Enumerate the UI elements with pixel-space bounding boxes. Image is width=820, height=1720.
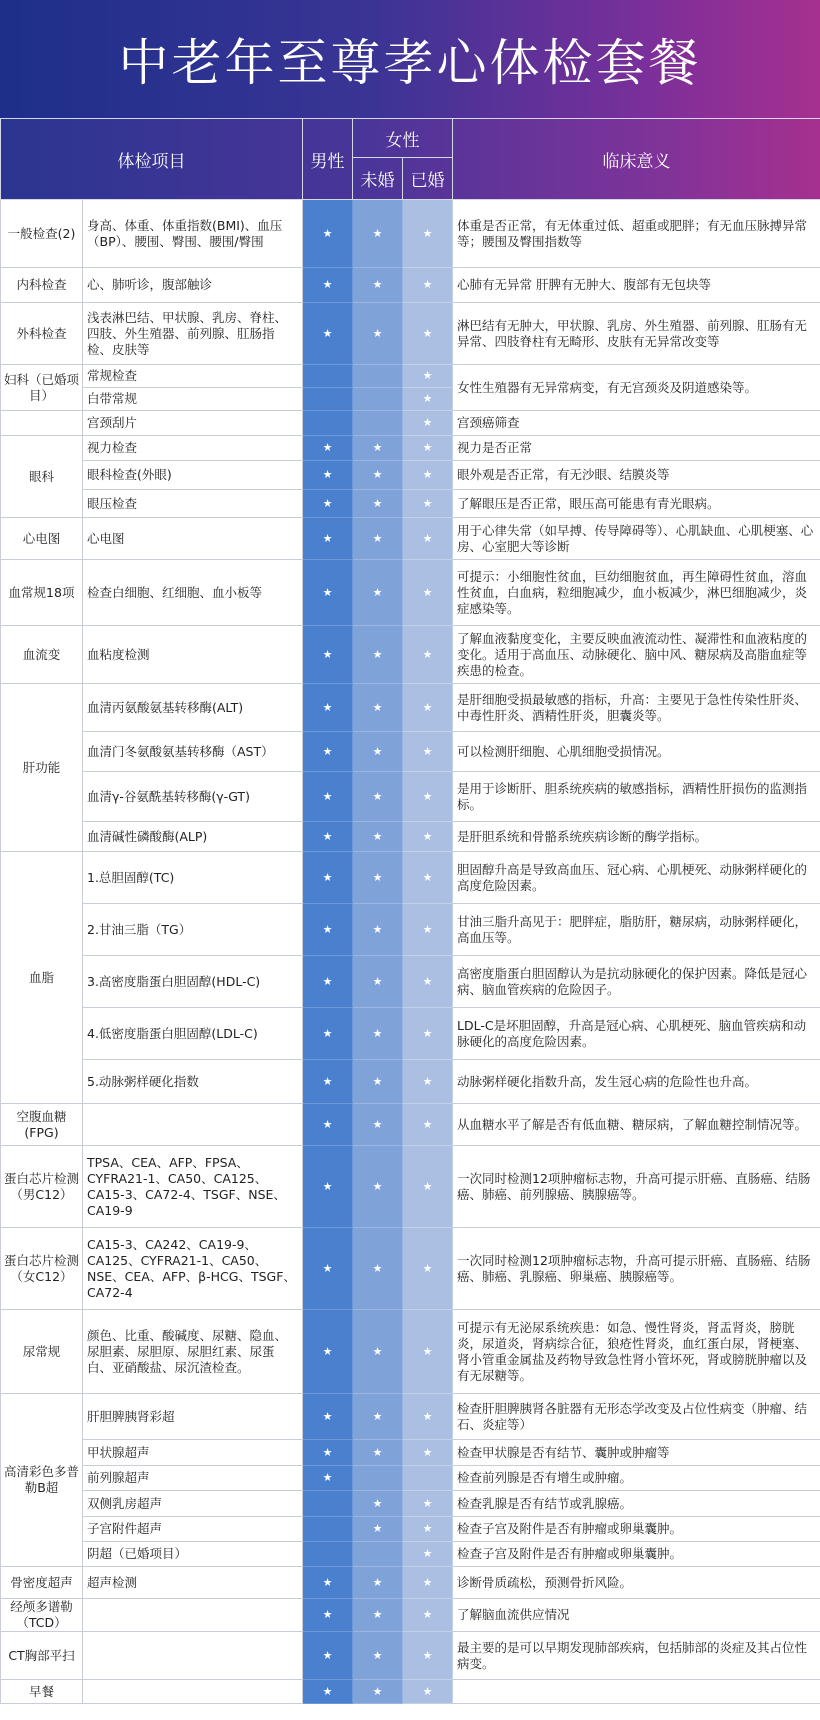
significance-cell: 淋巴结有无肿大，甲状腺、乳房、外生殖器、前列腺、肛肠有无异常、四肢脊柱有无畸形、皮肤有无异常改变等 (453, 303, 820, 365)
item-cell: 甲状腺超声 (83, 1440, 303, 1466)
unmarried-mark-cell: ★ (353, 1517, 403, 1542)
table-row (1, 852, 820, 904)
table-row (1, 1060, 820, 1104)
item-cell: 子宫附件超声 (83, 1517, 303, 1542)
significance-cell: 诊断骨质疏松，预测骨折风险。 (453, 1567, 820, 1599)
significance-cell: 一次同时检测12项肿瘤标志物，升高可提示肝癌、直肠癌、结肠癌、肺癌、前列腺癌、胰腺癌等。 (453, 1146, 820, 1228)
table-row (1, 1542, 820, 1567)
male-mark-cell: ★ (303, 1599, 353, 1632)
male-mark-cell (303, 365, 353, 388)
item-cell: 1.总胆固醇(TC) (83, 852, 303, 904)
item-cell: 血清丙氨酸氨基转移酶(ALT) (83, 684, 303, 732)
significance-cell: LDL-C是坏胆固醇，升高是冠心病、心肌梗死、脑血管疾病和动脉硬化的高度危险因素。 (453, 1008, 820, 1060)
item-cell (83, 1599, 303, 1632)
married-mark-cell: ★ (403, 1228, 453, 1310)
header-male: 男性 (303, 119, 353, 200)
significance-cell: 是肝胆系统和骨骼系统疾病诊断的酶学指标。 (453, 822, 820, 852)
married-mark-cell: ★ (403, 1680, 453, 1704)
significance-cell: 心肺有无异常 肝脾有无肿大、腹部有无包块等 (453, 268, 820, 303)
male-mark-cell: ★ (303, 490, 353, 518)
category-cell: 骨密度超声 (1, 1567, 83, 1599)
unmarried-mark-cell: ★ (353, 772, 403, 822)
married-mark-cell: ★ (403, 684, 453, 732)
table-row (1, 1599, 820, 1632)
male-mark-cell: ★ (303, 684, 353, 732)
category-cell: 血流变 (1, 626, 83, 684)
male-mark-cell: ★ (303, 626, 353, 684)
item-cell: 肝胆脾胰肾彩超 (83, 1394, 303, 1440)
item-cell: 血清碱性磷酸酶(ALP) (83, 822, 303, 852)
male-mark-cell: ★ (303, 1394, 353, 1440)
table-row (1, 560, 820, 626)
male-mark-cell: ★ (303, 1008, 353, 1060)
category-cell: 内科检查 (1, 268, 83, 303)
unmarried-mark-cell (353, 1466, 403, 1491)
item-cell: 超声检测 (83, 1567, 303, 1599)
significance-cell: 检查肝胆脾胰肾各脏器有无形态学改变及占位性病变（肿瘤、结石、炎症等） (453, 1394, 820, 1440)
married-mark-cell (403, 1466, 453, 1491)
unmarried-mark-cell: ★ (353, 1060, 403, 1104)
married-mark-cell: ★ (403, 956, 453, 1008)
unmarried-mark-cell: ★ (353, 1228, 403, 1310)
male-mark-cell: ★ (303, 1310, 353, 1394)
header-married: 已婚 (403, 158, 453, 200)
married-mark-cell: ★ (403, 518, 453, 560)
unmarried-mark-cell: ★ (353, 1632, 403, 1680)
significance-cell: 可提示：小细胞性贫血，巨幼细胞贫血，再生障碍性贫血，溶血性贫血，白血病，粒细胞减少，血小板减少，淋巴细胞减少，炎症感染等。 (453, 560, 820, 626)
male-mark-cell (303, 388, 353, 411)
item-cell (83, 1680, 303, 1704)
table-row (1, 200, 820, 268)
married-mark-cell: ★ (403, 852, 453, 904)
item-cell: 检查白细胞、红细胞、血小板等 (83, 560, 303, 626)
significance-cell: 眼外观是否正常，有无沙眼、结膜炎等 (453, 461, 820, 490)
married-mark-cell: ★ (403, 411, 453, 436)
table-row (1, 490, 820, 518)
male-mark-cell: ★ (303, 200, 353, 268)
male-mark-cell: ★ (303, 303, 353, 365)
married-mark-cell: ★ (403, 1146, 453, 1228)
category-cell: 高清彩色多普勒B超 (1, 1394, 83, 1567)
married-mark-cell: ★ (403, 490, 453, 518)
unmarried-mark-cell: ★ (353, 822, 403, 852)
item-cell: 5.动脉粥样硬化指数 (83, 1060, 303, 1104)
item-cell: 颜色、比重、酸碱度、尿糖、隐血、尿胆素、尿胆原、尿胆红素、尿蛋白、亚硝酸盐、尿沉渣检查。 (83, 1310, 303, 1394)
category-cell (1, 411, 83, 436)
male-mark-cell: ★ (303, 1632, 353, 1680)
category-cell: 早餐 (1, 1680, 83, 1704)
table-row (1, 518, 820, 560)
male-mark-cell: ★ (303, 1060, 353, 1104)
category-cell: 尿常规 (1, 1310, 83, 1394)
married-mark-cell: ★ (403, 1567, 453, 1599)
item-cell: 心电图 (83, 518, 303, 560)
table-row (1, 1440, 820, 1466)
married-mark-cell: ★ (403, 1008, 453, 1060)
male-mark-cell: ★ (303, 268, 353, 303)
significance-cell: 检查乳腺是否有结节或乳腺癌。 (453, 1491, 820, 1517)
item-cell: 前列腺超声 (83, 1466, 303, 1491)
significance-cell: 甘油三脂升高见于：肥胖症，脂肪肝，糖尿病，动脉粥样硬化，高血压等。 (453, 904, 820, 956)
significance-cell: 胆固醇升高是导致高血压、冠心病、心肌梗死、动脉粥样硬化的高度危险因素。 (453, 852, 820, 904)
item-cell: 宫颈刮片 (83, 411, 303, 436)
table-row (1, 822, 820, 852)
item-cell: 4.低密度脂蛋白胆固醇(LDL-C) (83, 1008, 303, 1060)
male-mark-cell: ★ (303, 436, 353, 461)
table-row (1, 1394, 820, 1440)
significance-cell: 是肝细胞受损最敏感的指标，升高：主要见于急性传染性肝炎、中毒性肝炎、酒精性肝炎，胆囊炎等。 (453, 684, 820, 732)
male-mark-cell (303, 1517, 353, 1542)
item-cell: TPSA、CEA、AFP、FPSA、CYFRA21-1、CA50、CA125、CA15-3、CA72-4、TSGF、NSE、CA19-9 (83, 1146, 303, 1228)
unmarried-mark-cell: ★ (353, 1680, 403, 1704)
item-cell: 双侧乳房超声 (83, 1491, 303, 1517)
item-cell: 眼科检查(外眼) (83, 461, 303, 490)
unmarried-mark-cell: ★ (353, 436, 403, 461)
significance-cell: 体重是否正常，有无体重过低、超重或肥胖；有无血压脉搏异常等；腰围及臀围指数等 (453, 200, 820, 268)
unmarried-mark-cell: ★ (353, 732, 403, 772)
table-row (1, 436, 820, 461)
item-cell: 浅表淋巴结、甲状腺、乳房、脊柱、四肢、外生殖器、前列腺、肛肠指检、皮肤等 (83, 303, 303, 365)
male-mark-cell: ★ (303, 560, 353, 626)
item-cell: 2.甘油三脂（TG） (83, 904, 303, 956)
header-significance: 临床意义 (453, 119, 820, 200)
title-banner (0, 0, 820, 118)
category-cell: 肝功能 (1, 684, 83, 852)
item-cell: 眼压检查 (83, 490, 303, 518)
category-cell: 蛋白芯片检测（女C12） (1, 1228, 83, 1310)
unmarried-mark-cell: ★ (353, 1146, 403, 1228)
significance-cell: 是用于诊断肝、胆系统疾病的敏感指标，酒精性肝损伤的监测指标。 (453, 772, 820, 822)
significance-cell: 可以检测肝细胞、心肌细胞受损情况。 (453, 732, 820, 772)
unmarried-mark-cell: ★ (353, 1491, 403, 1517)
male-mark-cell: ★ (303, 1466, 353, 1491)
married-mark-cell: ★ (403, 1440, 453, 1466)
significance-cell: 了解血液黏度变化，主要反映血液流动性、凝滞性和血液粘度的变化。适用于高血压、动脉硬化、脑中风、糖尿病及高脂血症等疾患的检查。 (453, 626, 820, 684)
table-header (1, 119, 820, 200)
table-row (1, 303, 820, 365)
checkup-table (0, 118, 820, 1704)
table-row (1, 1517, 820, 1542)
category-cell: 外科检查 (1, 303, 83, 365)
married-mark-cell: ★ (403, 626, 453, 684)
significance-cell: 视力是否正常 (453, 436, 820, 461)
unmarried-mark-cell: ★ (353, 956, 403, 1008)
category-cell: 妇科（已婚项目） (1, 365, 83, 411)
table-row (1, 956, 820, 1008)
married-mark-cell: ★ (403, 461, 453, 490)
married-mark-cell: ★ (403, 732, 453, 772)
header-female: 女性 (353, 119, 453, 158)
unmarried-mark-cell: ★ (353, 560, 403, 626)
item-cell: 心、肺听诊，腹部触诊 (83, 268, 303, 303)
significance-cell: 检查前列腺是否有增生或肿瘤。 (453, 1466, 820, 1491)
male-mark-cell (303, 1542, 353, 1567)
unmarried-mark-cell: ★ (353, 200, 403, 268)
significance-cell: 从血糖水平了解是否有低血糖、糖尿病，了解血糖控制情况等。 (453, 1104, 820, 1146)
married-mark-cell: ★ (403, 904, 453, 956)
married-mark-cell: ★ (403, 560, 453, 626)
item-cell: 常规检查 (83, 365, 303, 388)
item-cell (83, 1632, 303, 1680)
married-mark-cell: ★ (403, 268, 453, 303)
significance-cell: 可提示有无泌尿系统疾患：如急、慢性肾炎，肾盂肾炎，膀胱炎，尿道炎，肾病综合征，狼疮性肾炎，血红蛋白尿，肾梗塞、肾小管重金属盐及药物导致急性肾小管坏死，肾或膀胱肿瘤以及有无尿糖等。 (453, 1310, 820, 1394)
significance-cell: 一次同时检测12项肿瘤标志物，升高可提示肝癌、直肠癌、结肠癌、肺癌、乳腺癌、卵巢癌、胰腺癌等。 (453, 1228, 820, 1310)
male-mark-cell: ★ (303, 1680, 353, 1704)
unmarried-mark-cell: ★ (353, 518, 403, 560)
table-row (1, 268, 820, 303)
male-mark-cell: ★ (303, 822, 353, 852)
item-cell: 阴超（已婚项目） (83, 1542, 303, 1567)
table-row (1, 1008, 820, 1060)
married-mark-cell: ★ (403, 1632, 453, 1680)
male-mark-cell: ★ (303, 518, 353, 560)
unmarried-mark-cell (353, 388, 403, 411)
male-mark-cell (303, 1491, 353, 1517)
header-item: 体检项目 (1, 119, 303, 200)
male-mark-cell: ★ (303, 852, 353, 904)
table-row (1, 1310, 820, 1394)
item-cell: 血清门冬氨酸氨基转移酶（AST） (83, 732, 303, 772)
married-mark-cell: ★ (403, 1517, 453, 1542)
unmarried-mark-cell: ★ (353, 1104, 403, 1146)
unmarried-mark-cell: ★ (353, 461, 403, 490)
item-cell: CA15-3、CA242、CA19-9、CA125、CYFRA21-1、CA50、NSE、CEA、AFP、β-HCG、TSGF、CA72-4 (83, 1228, 303, 1310)
male-mark-cell: ★ (303, 772, 353, 822)
unmarried-mark-cell: ★ (353, 1310, 403, 1394)
male-mark-cell: ★ (303, 732, 353, 772)
significance-cell (453, 1680, 820, 1704)
category-cell: 血常规18项 (1, 560, 83, 626)
married-mark-cell: ★ (403, 200, 453, 268)
table-row (1, 1491, 820, 1517)
male-mark-cell: ★ (303, 1440, 353, 1466)
category-cell: 一般检查(2) (1, 200, 83, 268)
table-row (1, 1466, 820, 1491)
male-mark-cell: ★ (303, 904, 353, 956)
table-row (1, 461, 820, 490)
item-cell: 身高、体重、体重指数(BMI)、血压（BP）、腰围、臀围、腰围/臀围 (83, 200, 303, 268)
male-mark-cell: ★ (303, 461, 353, 490)
table-row (1, 1567, 820, 1599)
item-cell: 血清γ-谷氨酰基转移酶(γ-GT) (83, 772, 303, 822)
unmarried-mark-cell: ★ (353, 1599, 403, 1632)
item-cell: 3.高密度脂蛋白胆固醇(HDL-C) (83, 956, 303, 1008)
category-cell: CT胸部平扫 (1, 1632, 83, 1680)
male-mark-cell: ★ (303, 956, 353, 1008)
unmarried-mark-cell: ★ (353, 490, 403, 518)
unmarried-mark-cell: ★ (353, 626, 403, 684)
category-cell: 蛋白芯片检测（男C12） (1, 1146, 83, 1228)
significance-cell: 高密度脂蛋白胆固醇认为是抗动脉硬化的保护因素。降低是冠心病、脑血管疾病的危险因子。 (453, 956, 820, 1008)
unmarried-mark-cell: ★ (353, 904, 403, 956)
table-row (1, 411, 820, 436)
table-row (1, 904, 820, 956)
married-mark-cell: ★ (403, 388, 453, 411)
male-mark-cell: ★ (303, 1104, 353, 1146)
married-mark-cell: ★ (403, 1394, 453, 1440)
married-mark-cell: ★ (403, 1599, 453, 1632)
unmarried-mark-cell: ★ (353, 303, 403, 365)
unmarried-mark-cell: ★ (353, 268, 403, 303)
table-row (1, 684, 820, 732)
significance-cell: 用于心律失常（如早搏、传导障碍等）、心肌缺血、心肌梗塞、心房、心室肥大等诊断 (453, 518, 820, 560)
married-mark-cell: ★ (403, 365, 453, 388)
significance-cell: 了解脑血流供应情况 (453, 1599, 820, 1632)
category-cell: 心电图 (1, 518, 83, 560)
table-row (1, 1146, 820, 1228)
male-mark-cell (303, 411, 353, 436)
unmarried-mark-cell: ★ (353, 1440, 403, 1466)
item-cell: 血粘度检测 (83, 626, 303, 684)
unmarried-mark-cell: ★ (353, 1008, 403, 1060)
table-row (1, 365, 820, 388)
unmarried-mark-cell (353, 1542, 403, 1567)
significance-cell: 最主要的是可以早期发现肺部疾病，包括肺部的炎症及其占位性病变。 (453, 1632, 820, 1680)
significance-cell: 检查甲状腺是否有结节、囊肿或肿瘤等 (453, 1440, 820, 1466)
male-mark-cell: ★ (303, 1146, 353, 1228)
category-cell: 眼科 (1, 436, 83, 518)
married-mark-cell: ★ (403, 1542, 453, 1567)
male-mark-cell: ★ (303, 1228, 353, 1310)
married-mark-cell: ★ (403, 1060, 453, 1104)
married-mark-cell: ★ (403, 822, 453, 852)
item-cell: 视力检查 (83, 436, 303, 461)
table-row (1, 626, 820, 684)
married-mark-cell: ★ (403, 772, 453, 822)
married-mark-cell: ★ (403, 303, 453, 365)
married-mark-cell: ★ (403, 1491, 453, 1517)
married-mark-cell: ★ (403, 1310, 453, 1394)
unmarried-mark-cell: ★ (353, 1567, 403, 1599)
significance-cell: 检查子宫及附件是否有肿瘤或卵巢囊肿。 (453, 1517, 820, 1542)
significance-cell: 宫颈癌筛查 (453, 411, 820, 436)
category-cell: 空腹血糖(FPG) (1, 1104, 83, 1146)
page-title: 中老年至尊孝心体检套餐 (118, 34, 702, 92)
unmarried-mark-cell (353, 365, 403, 388)
table-body (1, 200, 820, 1704)
significance-cell: 女性生殖器有无异常病变，有无宫颈炎及阴道感染等。 (453, 365, 820, 411)
unmarried-mark-cell (353, 411, 403, 436)
table-row (1, 732, 820, 772)
married-mark-cell: ★ (403, 1104, 453, 1146)
item-cell: 白带常规 (83, 388, 303, 411)
significance-cell: 了解眼压是否正常，眼压高可能患有青光眼病。 (453, 490, 820, 518)
category-cell: 经颅多谱勒（TCD） (1, 1599, 83, 1632)
category-cell: 血脂 (1, 852, 83, 1104)
table-row (1, 1228, 820, 1310)
male-mark-cell: ★ (303, 1567, 353, 1599)
table-row (1, 1632, 820, 1680)
significance-cell: 动脉粥样硬化指数升高，发生冠心病的危险性也升高。 (453, 1060, 820, 1104)
married-mark-cell: ★ (403, 436, 453, 461)
unmarried-mark-cell: ★ (353, 684, 403, 732)
unmarried-mark-cell: ★ (353, 1394, 403, 1440)
table-row (1, 1680, 820, 1704)
significance-cell: 检查子宫及附件是否有肿瘤或卵巢囊肿。 (453, 1542, 820, 1567)
item-cell (83, 1104, 303, 1146)
table-row (1, 772, 820, 822)
unmarried-mark-cell: ★ (353, 852, 403, 904)
header-unmarried: 未婚 (353, 158, 403, 200)
table-row (1, 1104, 820, 1146)
